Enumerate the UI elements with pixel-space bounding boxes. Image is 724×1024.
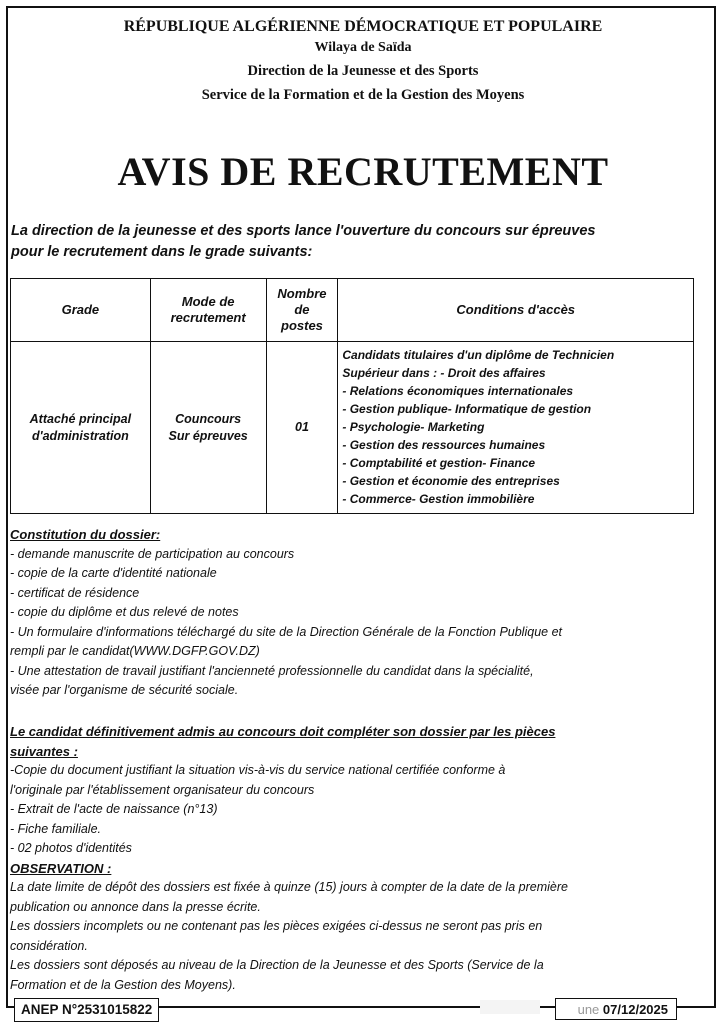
intro-paragraph	[11, 221, 711, 263]
list-item: -Copie du document justifiant la situation vis-à-vis du service national certifiée conforme à	[10, 763, 506, 777]
condition-line: Supérieur dans : - Droit des affaires	[342, 366, 546, 380]
observation-line: considération.	[10, 938, 88, 953]
condition-line: - Commerce- Gestion immobilière	[342, 492, 535, 506]
page-title: AVIS DE RECRUTEMENT	[117, 149, 609, 194]
list-item: - 02 photos d'identités	[10, 841, 132, 855]
mode-line: Sur épreuves	[168, 428, 248, 443]
observation-line: Les dossiers incomplets ou ne contenant pas les pièces exigées ci-dessus ne seront pas pris en	[10, 919, 543, 933]
header-grade	[11, 279, 151, 342]
header-nombre-line: postes	[281, 318, 323, 333]
condition-line: - Gestion publique- Informatique de gestion	[342, 402, 592, 416]
header-conditions	[338, 279, 694, 342]
intro-line: pour le recrutement dans le grade suivants:	[11, 244, 313, 260]
list-item: - Un formulaire d'informations téléchargé du site de la Direction Générale de la Fonction Publique et	[10, 624, 562, 639]
list-item: - certificat de résidence	[10, 585, 140, 600]
condition-line: - Comptabilité et gestion- Finance	[342, 456, 536, 470]
recruitment-table	[10, 278, 694, 514]
observation-line: Formation et de la Gestion des Moyens).	[10, 977, 236, 992]
admis-section	[10, 722, 714, 995]
list-item: - copie de la carte d'identité nationale	[10, 566, 217, 580]
admis-title: suivantes :	[10, 743, 78, 759]
cell-conditions	[338, 342, 694, 514]
admis-title: Le candidat définitivement admis au concours doit compléter son dossier par les pièces	[10, 724, 556, 739]
header-nombre	[266, 279, 338, 342]
header-mode-line: recrutement	[170, 310, 246, 325]
condition-line: - Gestion et économie des entreprises	[342, 474, 560, 488]
header-grade-label: Grade	[61, 302, 100, 317]
constitution-title: Constitution du dossier:	[10, 527, 161, 542]
grade-line: d'administration	[32, 428, 129, 443]
header-mode-line: Mode de	[181, 294, 235, 309]
date-value: 07/12/2025	[602, 1002, 668, 1017]
observation-title: OBSERVATION :	[10, 860, 112, 876]
observation-line: Les dossiers sont déposés au niveau de la Direction de la Jeunesse et des Sports (Service de la	[10, 958, 544, 972]
header-wilaya: Wilaya de Saïda	[314, 40, 412, 55]
list-item: - demande manuscrite de participation au concours	[10, 546, 295, 561]
condition-line: - Psychologie- Marketing	[342, 420, 485, 434]
header-nombre-line: Nombre	[277, 286, 327, 301]
condition-line: - Gestion des ressources humaines	[342, 438, 546, 452]
publication-date	[555, 998, 677, 1020]
header-direction: Direction de la Jeunesse et des Sports	[247, 63, 479, 79]
cell-mode	[150, 342, 266, 514]
mode-line: Councours	[175, 411, 242, 426]
grade-line: Attaché principal	[29, 411, 132, 426]
list-item: - Extrait de l'acte de naissance (n°13)	[10, 802, 218, 816]
list-item: - Fiche familiale.	[10, 821, 101, 836]
header-conditions-label: Conditions d'accès	[456, 302, 576, 317]
scan-smudge	[480, 1000, 540, 1014]
header-republic: RÉPUBLIQUE ALGÉRIENNE DÉMOCRATIQUE ET POPULAIRE	[123, 18, 603, 35]
table-header-row	[11, 279, 694, 342]
anep-reference: ANEP N°2531015822	[14, 998, 159, 1022]
observation-line: publication ou annonce dans la presse écrite.	[10, 899, 261, 914]
cell-nombre	[266, 342, 338, 514]
list-item: l'originale par l'établissement organisateur du concours	[10, 782, 315, 797]
condition-line: Candidats titulaires d'un diplôme de Technicien	[342, 348, 615, 362]
cell-grade	[11, 342, 151, 514]
intro-line: La direction de la jeunesse et des sports lance l'ouverture du concours sur épreuves	[11, 223, 596, 239]
nombre-value: 01	[295, 420, 309, 434]
header-nombre-line: de	[294, 302, 310, 317]
document-page	[6, 6, 716, 1008]
list-item: - copie du diplôme et dus relevé de notes	[10, 605, 239, 619]
constitution-section	[10, 525, 714, 701]
list-item: visée par l'organisme de sécurité sociale.	[10, 683, 239, 697]
header-service: Service de la Formation et de la Gestion des Moyens	[201, 87, 525, 103]
list-item: - Une attestation de travail justifiant l'ancienneté professionnelle du candidat dans la spécialité,	[10, 663, 534, 678]
observation-line: La date limite de dépôt des dossiers est fixée à quinze (15) jours à compter de la date de la première	[10, 880, 568, 894]
table-row	[11, 342, 694, 514]
date-prefix: une	[577, 1002, 600, 1017]
condition-line: - Relations économiques internationales	[342, 384, 574, 398]
list-item: rempli par le candidat(WWW.DGFP.GOV.DZ)	[10, 644, 260, 658]
header-mode	[150, 279, 266, 342]
